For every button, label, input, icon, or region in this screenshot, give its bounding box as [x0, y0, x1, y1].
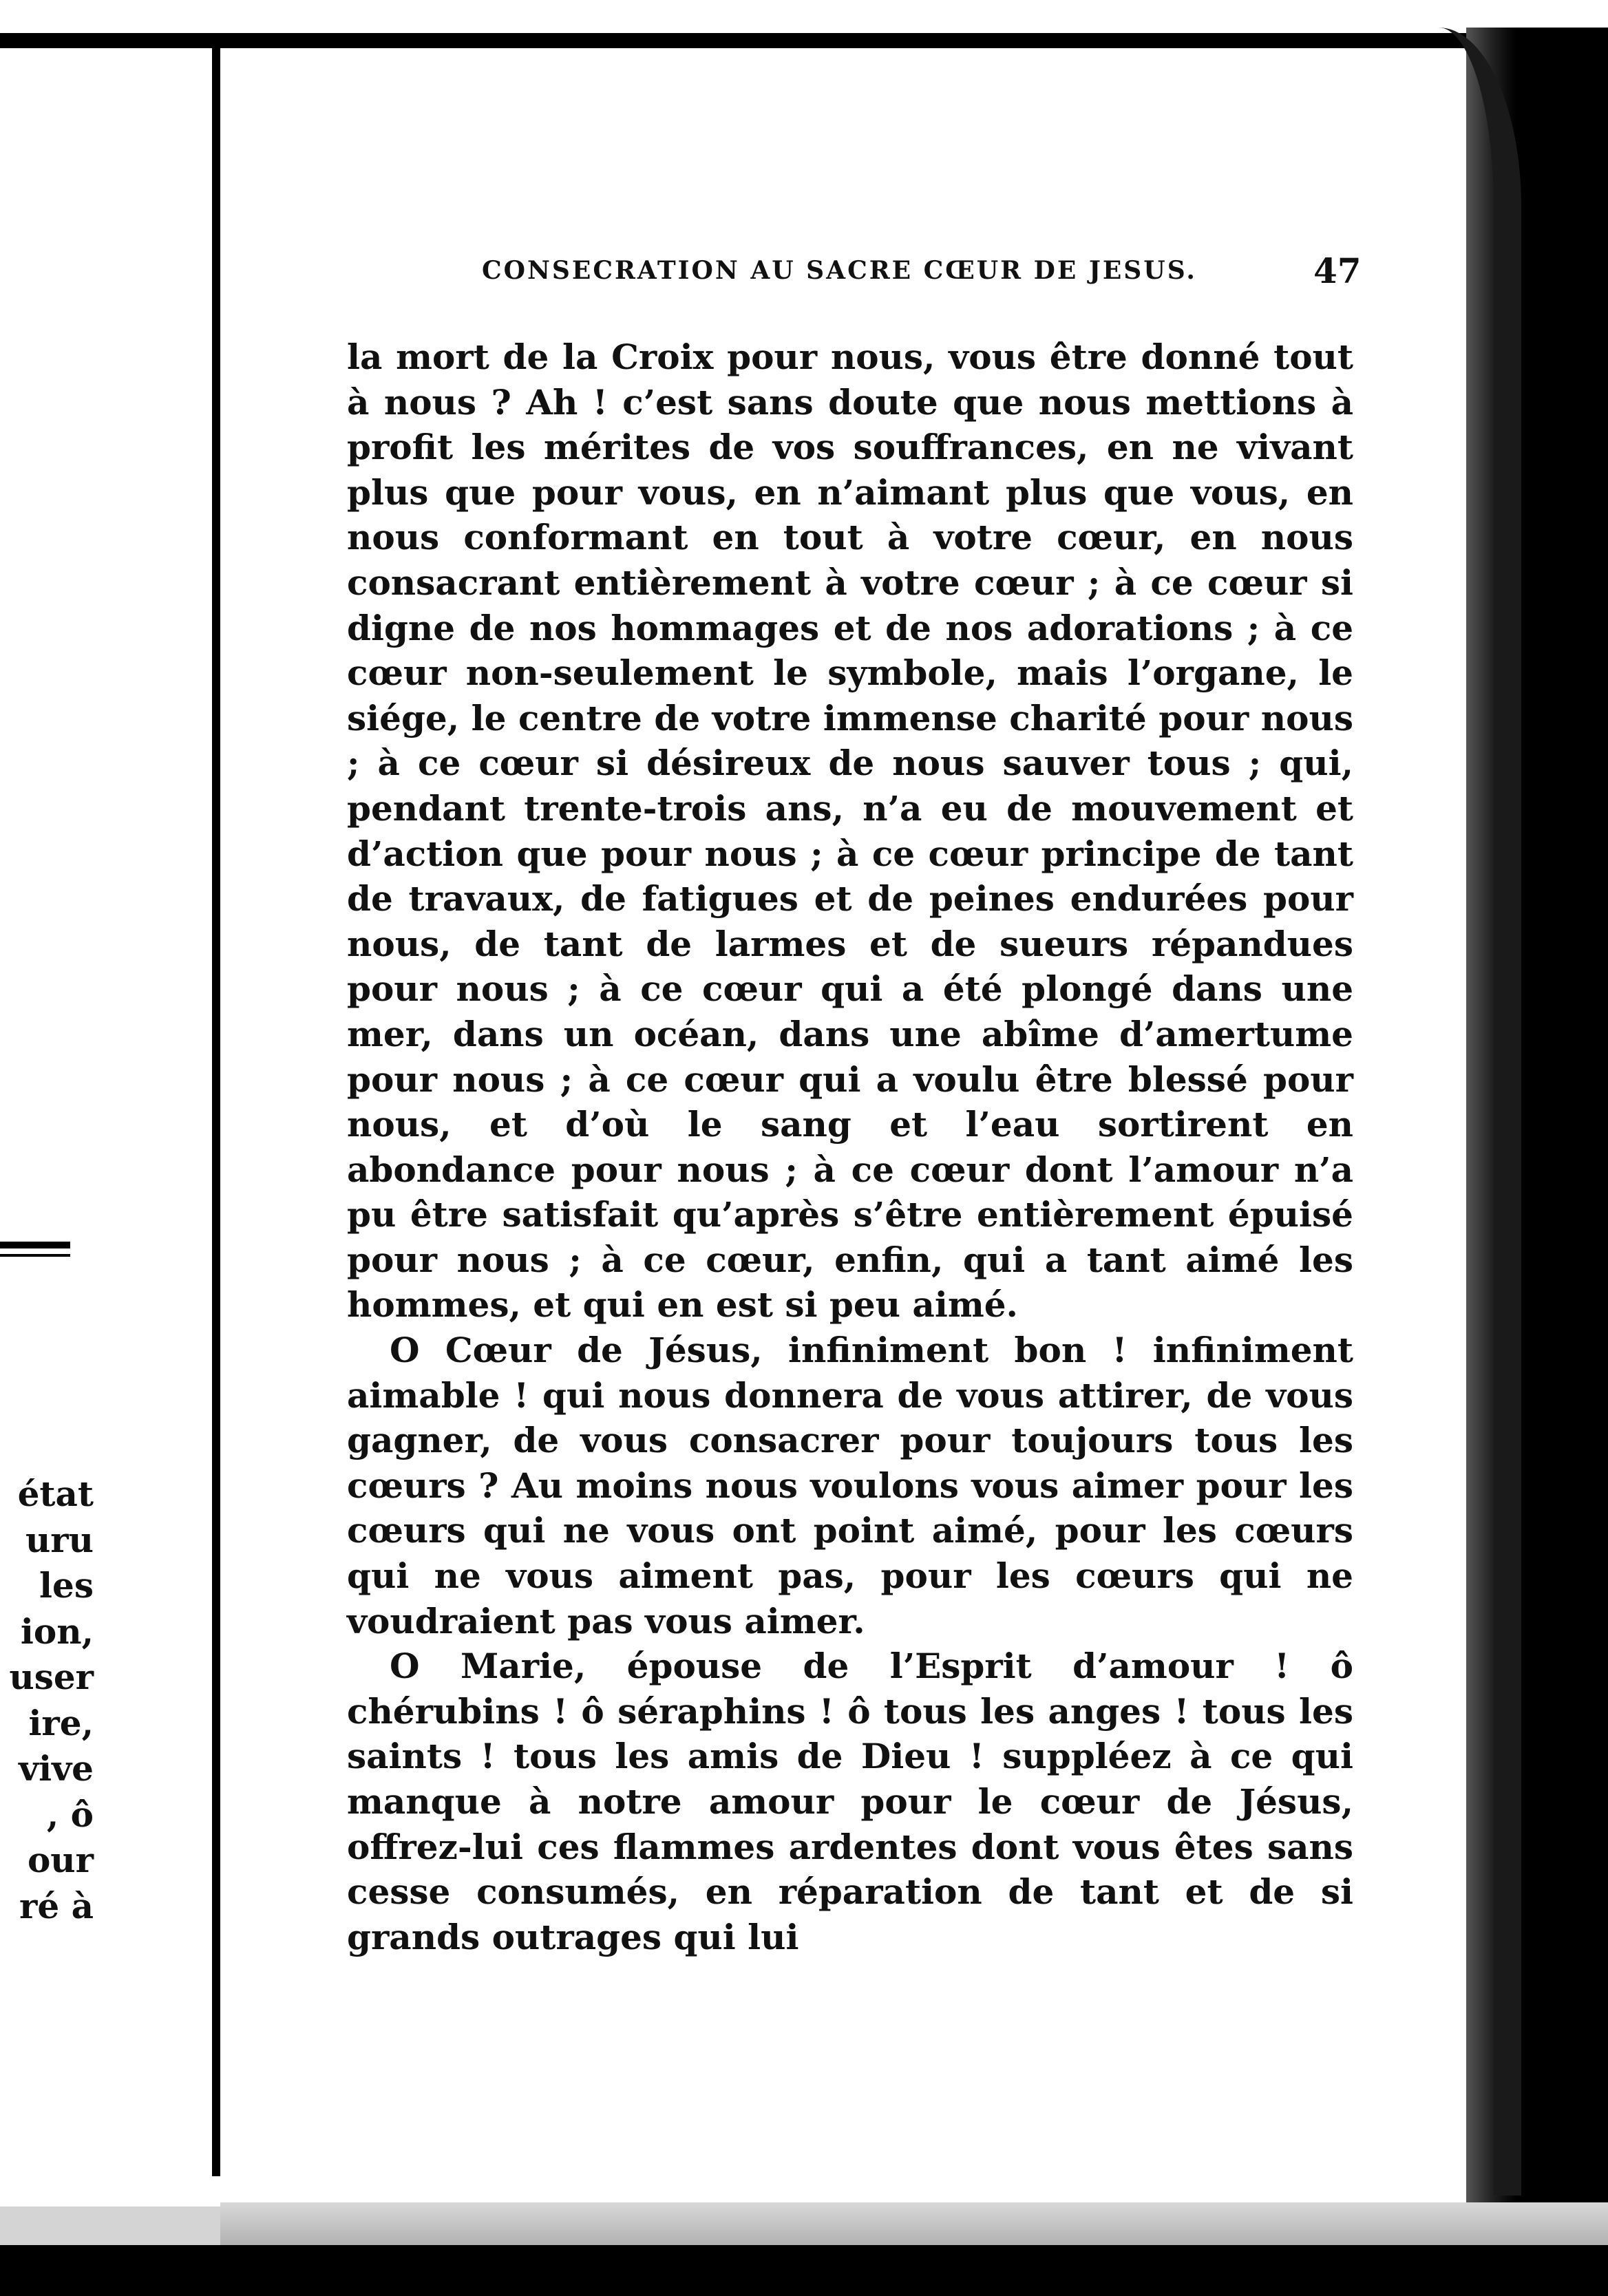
paragraph: O Marie, épouse de l’Esprit d’amour ! ô chérubins ! ô séraphins ! ô tous les anges ! tous les saints ! tous les amis de Dieu ! suppléez à ce qui manque à notre amour pour le cœur de Jésus, offrez-lui ces flammes ardentes dont vous êtes sans cesse consumés, en réparation de tant et de si grands outrages qui lui — [347, 1646, 1353, 1957]
left-page-line: uru — [25, 1519, 94, 1560]
paragraph: O Cœur de Jésus, infiniment bon ! infiniment aimable ! qui nous donnera de vous attirer, de vous gagner, de vous consacrer pour toujours tous les cœurs ? Au moins nous voulons vous aimer pour les cœurs qui ne vous ont point aimé, pour les cœurs qui ne vous aiment pas, pour les cœurs qui ne voudraient pas vous aimer. — [347, 1330, 1353, 1641]
left-page-line: les — [39, 1565, 94, 1606]
bottom-left-page-edge — [0, 2207, 220, 2248]
running-head: CONSECRATION AU SACRE CŒUR DE JESUS. — [482, 256, 1197, 285]
book-gutter-line — [212, 43, 220, 2176]
left-page-line: état — [17, 1474, 94, 1514]
left-page-line: ion, — [20, 1611, 94, 1652]
paragraph: la mort de la Croix pour nous, vous être donné tout à nous ? Ah ! c’est sans doute que nous mettions à profit les mérites de vos souffrances, en ne vivant plus que pour vous, en n’aimant plus que vous, en nous conformant en tout à votre cœur, en nous consacrant entièrement à votre cœur ; à ce cœur si digne de nos hommages et de nos adorations ; à ce cœur non-seulement le symbole, mais l’organe, le siége, le centre de votre immense charité pour nous ; à ce cœur si désireux de nous sauver tous ; qui, pendant trente-trois ans, n’a eu de mouvement et d’action que pour nous ; à ce cœur principe de tant de travaux, de fatigues et de peines endurées pour nous, de tant de larmes et de sueurs répandues pour nous ; à ce cœur qui a été plongé dans une mer, dans un océan, dans une abîme d’amertume pour nous ; à ce cœur qui a voulu être blessé pour nous, et d’où le sang et l’eau sortirent en abondance pour nous ; à ce cœur dont l’amour n’a pu être satisfait qu’après s’être entièrement épuisé pour nous ; à ce cœur, enfin, qui a tant aimé les hommes, et qui en est si peu aimé. — [347, 337, 1353, 1326]
left-page-line: vive — [19, 1748, 94, 1789]
left-page-rule — [0, 1242, 70, 1248]
left-page-line: ire, — [28, 1702, 94, 1743]
left-page-line: our — [27, 1840, 94, 1880]
left-page-line: user — [9, 1657, 94, 1697]
page-number: 47 — [1313, 251, 1362, 291]
bottom-scan-border — [0, 2245, 1608, 2296]
left-page-fragment — [0, 1471, 94, 1929]
scan-border-top — [0, 33, 1494, 48]
right-page-edge-curve — [1439, 28, 1521, 2196]
left-page-rule-thin — [0, 1254, 70, 1257]
left-page-line: ré à — [19, 1885, 94, 1926]
body-text — [347, 334, 1353, 1959]
left-page-line: , ô — [46, 1794, 94, 1835]
